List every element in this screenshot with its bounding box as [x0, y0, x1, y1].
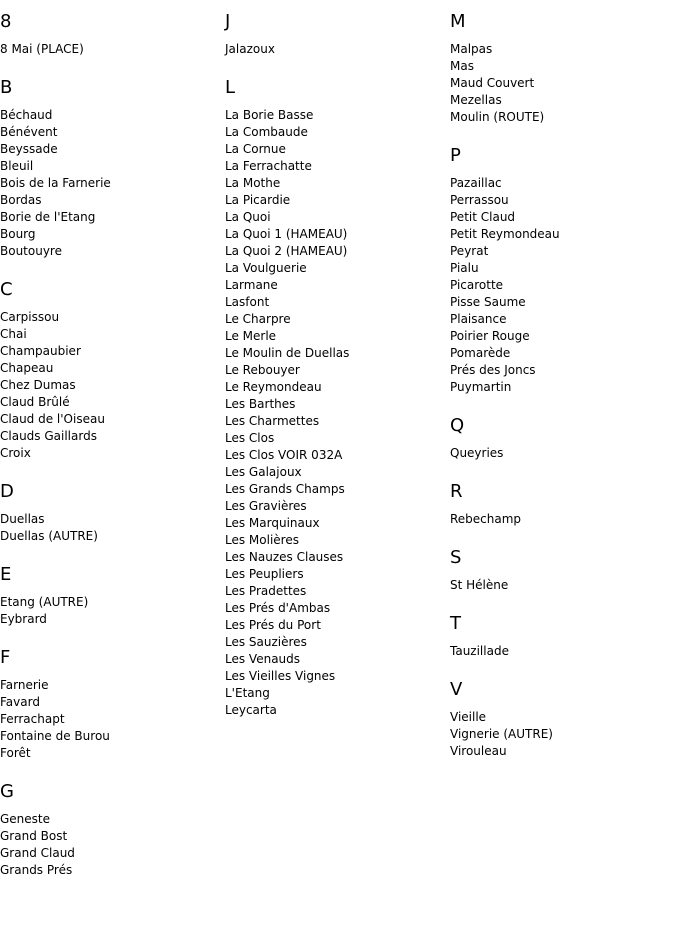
street-item[interactable]: Pialu — [450, 261, 479, 275]
street-item[interactable]: St Hélène — [450, 578, 509, 592]
street-item[interactable]: Béchaud — [0, 108, 53, 122]
street-item[interactable]: Chai — [0, 327, 27, 341]
street-item[interactable]: Le Merle — [225, 329, 277, 343]
street-item[interactable]: Pomarède — [450, 346, 511, 360]
street-item[interactable]: Les Grands Champs — [225, 482, 345, 496]
street-item[interactable]: Bénévent — [0, 125, 58, 139]
street-item[interactable]: Les Sauzières — [225, 635, 307, 649]
letter-heading: M — [450, 11, 466, 32]
street-item[interactable]: Leycarta — [225, 703, 277, 717]
letter-heading: S — [450, 547, 462, 568]
street-item[interactable]: Les Galajoux — [225, 465, 302, 479]
street-item[interactable]: La Voulguerie — [225, 261, 307, 275]
street-list — [225, 41, 445, 58]
street-item[interactable]: Les Clos — [225, 431, 275, 445]
street-item[interactable]: Borie de l'Etang — [0, 210, 96, 224]
letter-heading: G — [0, 781, 14, 802]
street-item[interactable]: La Combaude — [225, 125, 308, 139]
letter-group — [225, 11, 445, 58]
street-item[interactable]: Geneste — [0, 812, 51, 826]
street-item[interactable]: Larmane — [225, 278, 278, 292]
letter-heading: C — [0, 279, 13, 300]
letter-group — [0, 647, 220, 762]
street-item[interactable]: Les Nauzes Clauses — [225, 550, 344, 564]
street-list — [450, 445, 670, 462]
street-item[interactable]: Clauds Gaillards — [0, 429, 97, 443]
street-item[interactable]: La Ferrachatte — [225, 159, 312, 173]
street-item[interactable]: La Quoi 1 (HAMEAU) — [225, 227, 348, 241]
street-item[interactable]: Les Barthes — [225, 397, 296, 411]
street-item[interactable]: Champaubier — [0, 344, 81, 358]
street-item[interactable]: Les Vieilles Vignes — [225, 669, 336, 683]
street-item[interactable]: Les Prés d'Ambas — [225, 601, 331, 615]
street-item[interactable]: Rebechamp — [450, 512, 522, 526]
street-item[interactable]: Le Rebouyer — [225, 363, 300, 377]
street-item[interactable]: Eybrard — [0, 612, 47, 626]
street-item[interactable]: Vignerie (AUTRE) — [450, 727, 553, 741]
street-item[interactable]: Les Clos VOIR 032A — [225, 448, 343, 462]
street-list — [450, 175, 670, 396]
letter-group — [0, 279, 220, 462]
street-item[interactable]: Mezellas — [450, 93, 502, 107]
street-list — [450, 511, 670, 528]
street-item[interactable]: Boutouyre — [0, 244, 62, 258]
letter-group — [0, 11, 220, 58]
street-item[interactable]: Ferrachapt — [0, 712, 65, 726]
street-item[interactable]: Les Charmettes — [225, 414, 320, 428]
street-list — [225, 107, 445, 719]
street-item[interactable]: La Quoi — [225, 210, 271, 224]
street-item[interactable]: Les Peupliers — [225, 567, 304, 581]
street-item[interactable]: Pisse Saume — [450, 295, 526, 309]
street-item[interactable]: Grands Prés — [0, 863, 73, 877]
index-column-3 — [450, 11, 670, 779]
letter-heading: Q — [450, 415, 465, 436]
street-item[interactable]: Forêt — [0, 746, 31, 760]
letter-heading: 8 — [0, 11, 12, 32]
street-item[interactable]: Prés des Joncs — [450, 363, 536, 377]
street-item[interactable]: Bois de la Farnerie — [0, 176, 111, 190]
street-item[interactable]: Les Marquinaux — [225, 516, 320, 530]
street-item[interactable]: Le Moulin de Duellas — [225, 346, 350, 360]
street-item[interactable]: Petit Claud — [450, 210, 516, 224]
street-item[interactable]: Grand Claud — [0, 846, 75, 860]
index-column-1 — [0, 11, 220, 898]
street-item[interactable]: Les Prés du Port — [225, 618, 321, 632]
street-item[interactable]: Farnerie — [0, 678, 49, 692]
letter-group — [0, 564, 220, 628]
street-item[interactable]: Queyries — [450, 446, 504, 460]
letter-group — [450, 11, 670, 126]
street-list — [450, 643, 670, 660]
letter-group — [450, 415, 670, 462]
street-item[interactable]: Bleuil — [0, 159, 34, 173]
street-item[interactable]: Beyssade — [0, 142, 58, 156]
street-item[interactable]: Duellas — [0, 512, 45, 526]
street-list — [450, 577, 670, 594]
index-column-2 — [225, 11, 445, 738]
street-item[interactable]: Vieille — [450, 710, 487, 724]
letter-group — [450, 679, 670, 760]
street-list — [0, 309, 220, 462]
street-item[interactable]: Claud Brûlé — [0, 395, 70, 409]
street-item[interactable]: Petit Reymondeau — [450, 227, 560, 241]
street-list — [450, 709, 670, 760]
street-list — [0, 811, 220, 879]
street-item[interactable]: L'Etang — [225, 686, 270, 700]
letter-group — [0, 481, 220, 545]
letter-heading: B — [0, 77, 13, 98]
street-item[interactable]: Jalazoux — [225, 42, 275, 56]
street-item[interactable]: Malpas — [450, 42, 493, 56]
street-item[interactable]: Peyrat — [450, 244, 489, 258]
letter-heading: V — [450, 679, 463, 700]
street-item[interactable]: Puymartin — [450, 380, 512, 394]
street-item[interactable]: Chez Dumas — [0, 378, 76, 392]
street-item[interactable]: Bordas — [0, 193, 42, 207]
street-list — [0, 107, 220, 260]
street-list — [450, 41, 670, 126]
street-item[interactable]: Picarotte — [450, 278, 504, 292]
letter-group — [450, 145, 670, 396]
letter-group — [450, 613, 670, 660]
street-item[interactable]: Les Pradettes — [225, 584, 307, 598]
street-item[interactable]: Claud de l'Oiseau — [0, 412, 105, 426]
letter-group — [225, 77, 445, 719]
letter-group — [0, 77, 220, 260]
street-item[interactable]: Mas — [450, 59, 474, 73]
street-item[interactable]: Fontaine de Burou — [0, 729, 110, 743]
street-item[interactable]: Pazaillac — [450, 176, 502, 190]
street-item[interactable]: Les Venauds — [225, 652, 301, 666]
street-item[interactable]: Tauzillade — [450, 644, 509, 658]
street-item[interactable]: Moulin (ROUTE) — [450, 110, 545, 124]
street-item[interactable]: Perrassou — [450, 193, 509, 207]
letter-heading: J — [225, 11, 231, 32]
street-item[interactable]: Le Charpre — [225, 312, 291, 326]
street-item[interactable]: Croix — [0, 446, 31, 460]
letter-heading: R — [450, 481, 463, 502]
letter-heading: E — [0, 564, 12, 585]
street-list — [0, 677, 220, 762]
street-item[interactable]: Grand Bost — [0, 829, 68, 843]
street-item[interactable]: Virouleau — [450, 744, 507, 758]
street-item[interactable]: Plaisance — [450, 312, 507, 326]
street-item[interactable]: Duellas (AUTRE) — [0, 529, 98, 543]
street-item[interactable]: 8 Mai (PLACE) — [0, 42, 84, 56]
street-item[interactable]: La Mothe — [225, 176, 281, 190]
letter-heading: T — [450, 613, 461, 634]
letter-heading: F — [0, 647, 11, 668]
street-list — [0, 594, 220, 628]
street-item[interactable]: Chapeau — [0, 361, 54, 375]
street-item[interactable]: Poirier Rouge — [450, 329, 530, 343]
letter-group — [0, 781, 220, 879]
letter-group — [450, 481, 670, 528]
street-item[interactable]: Favard — [0, 695, 40, 709]
letter-group — [450, 547, 670, 594]
street-item[interactable]: Carpissou — [0, 310, 60, 324]
letter-heading: D — [0, 481, 14, 502]
street-list — [0, 511, 220, 545]
street-item[interactable]: La Quoi 2 (HAMEAU) — [225, 244, 348, 258]
letter-heading: P — [450, 145, 461, 166]
street-item[interactable]: La Borie Basse — [225, 108, 314, 122]
street-item[interactable]: Les Molières — [225, 533, 299, 547]
street-item[interactable]: La Cornue — [225, 142, 286, 156]
letter-heading: L — [225, 77, 236, 98]
street-item[interactable]: Bourg — [0, 227, 36, 241]
street-item[interactable]: Lasfont — [225, 295, 270, 309]
street-list — [0, 41, 220, 58]
street-item[interactable]: Le Reymondeau — [225, 380, 322, 394]
street-item[interactable]: La Picardie — [225, 193, 291, 207]
street-item[interactable]: Etang (AUTRE) — [0, 595, 89, 609]
street-item[interactable]: Les Gravières — [225, 499, 307, 513]
street-item[interactable]: Maud Couvert — [450, 76, 535, 90]
